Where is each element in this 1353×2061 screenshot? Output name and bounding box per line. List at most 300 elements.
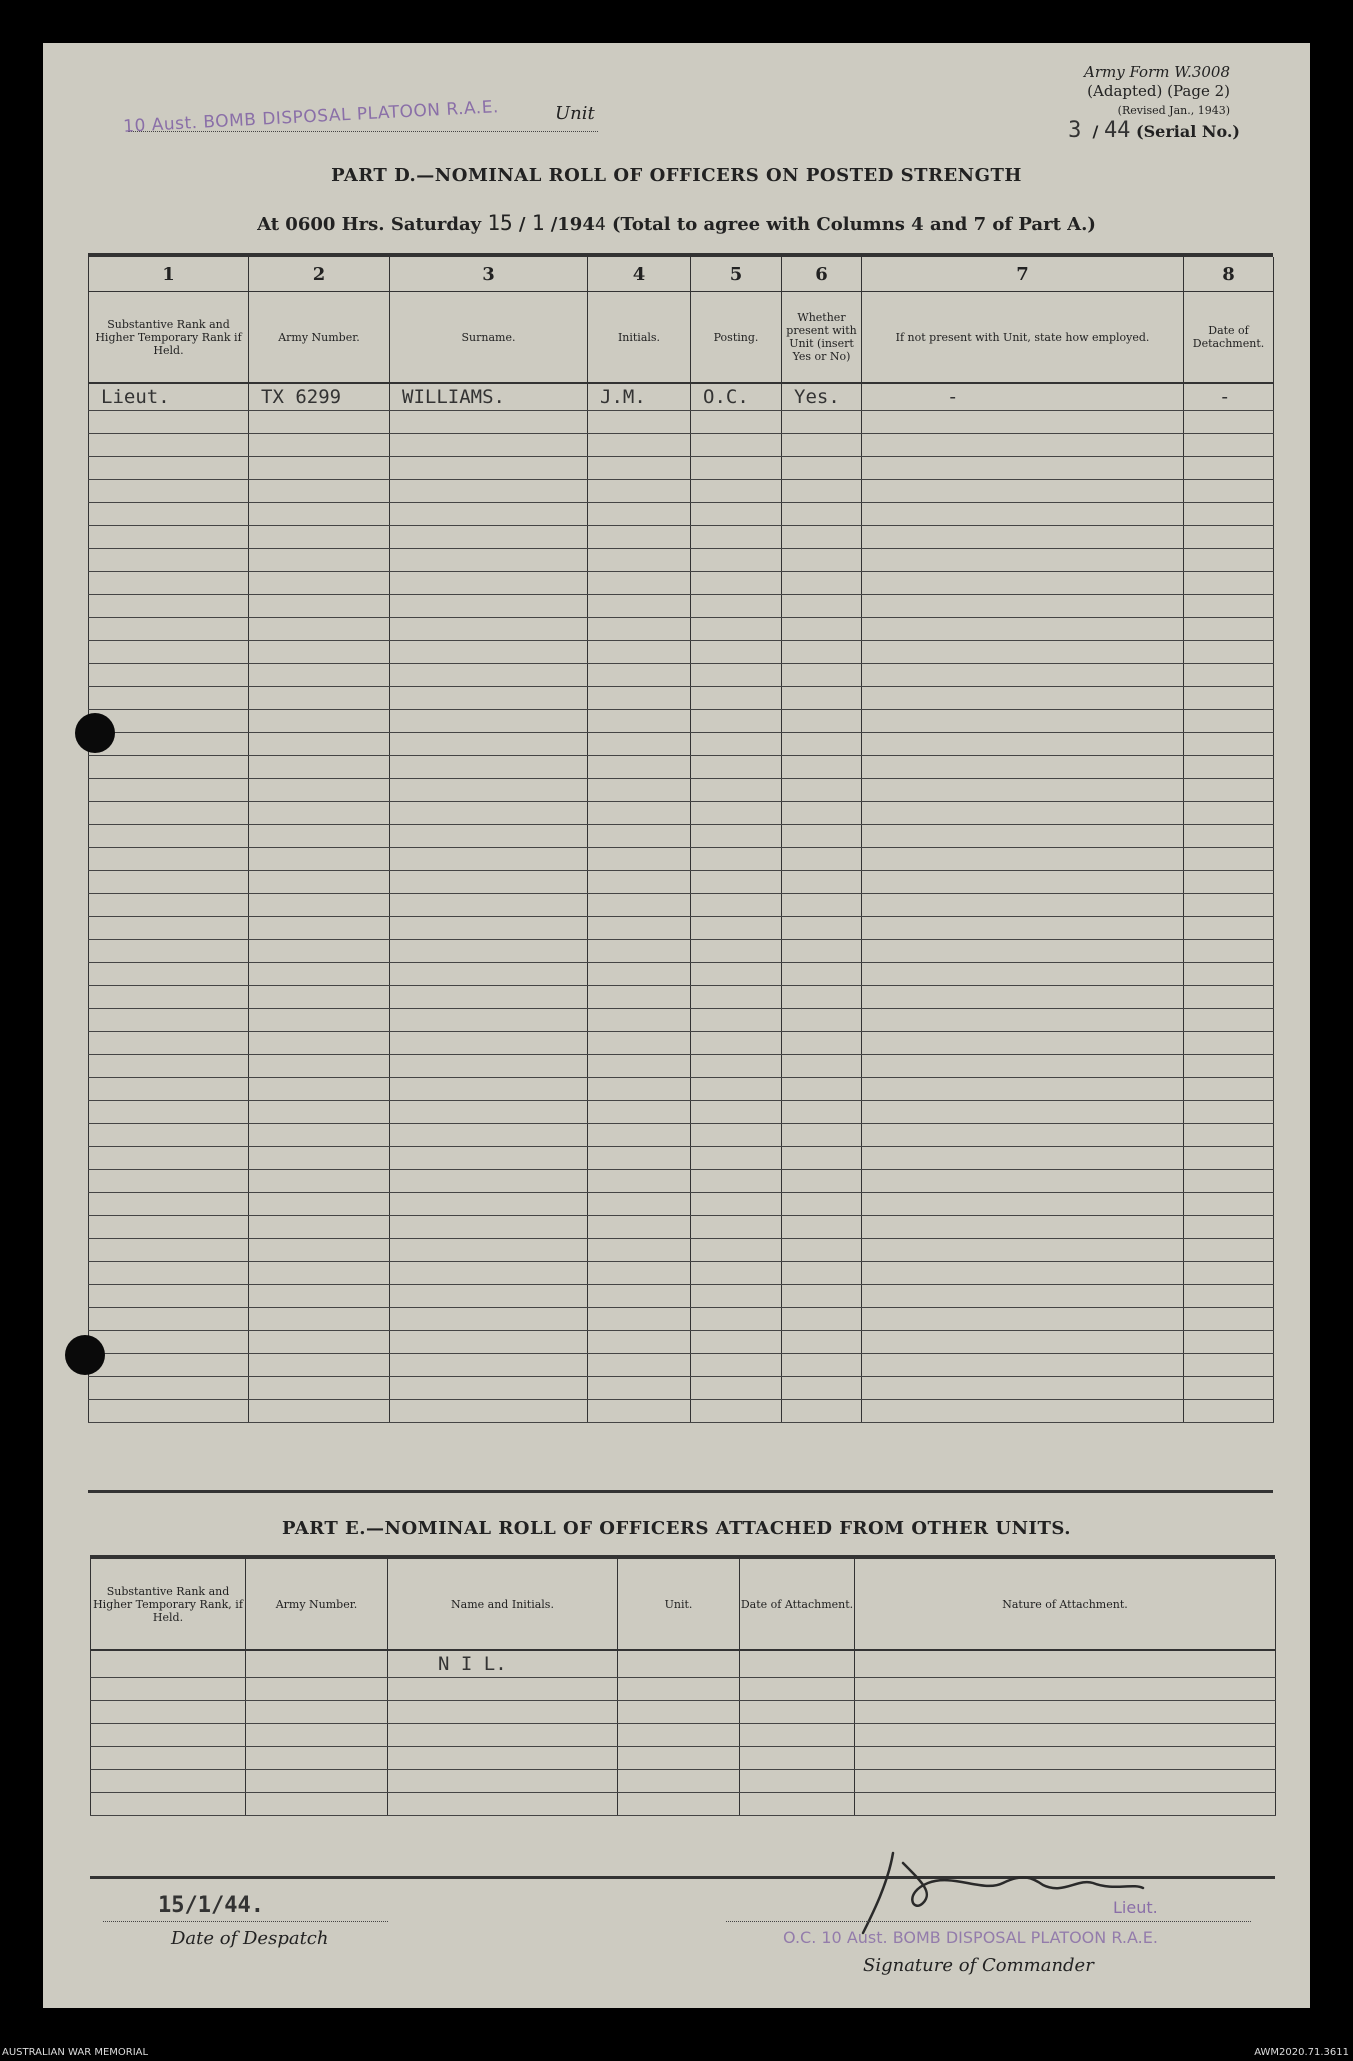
footer-right: AWM2020.71.3611 — [1254, 2047, 1349, 2058]
blank-row — [89, 1101, 1274, 1124]
header-employed: If not present with Unit, state how employed. — [862, 292, 1184, 384]
blank-cell — [249, 434, 390, 457]
blank-cell — [691, 1400, 782, 1423]
blank-cell — [249, 756, 390, 779]
blank-cell — [588, 664, 691, 687]
blank-cell — [782, 1331, 862, 1354]
blank-cell — [1184, 756, 1274, 779]
blank-cell — [691, 1262, 782, 1285]
blank-cell — [249, 963, 390, 986]
blank-row — [89, 480, 1274, 503]
form-identifier — [1084, 63, 1230, 120]
blank-cell — [862, 1262, 1184, 1285]
blank-cell — [91, 1678, 246, 1701]
blank-row — [89, 641, 1274, 664]
col-number: 8 — [1184, 257, 1274, 292]
blank-cell — [588, 1216, 691, 1239]
blank-cell — [862, 1377, 1184, 1400]
blank-cell — [588, 1032, 691, 1055]
header-surname: Surname. — [390, 292, 588, 384]
blank-cell — [89, 434, 249, 457]
blank-cell — [782, 756, 862, 779]
blank-row — [89, 503, 1274, 526]
blank-cell — [390, 710, 588, 733]
blank-cell — [388, 1770, 618, 1793]
header-name-initials: Name and Initials. — [388, 1559, 618, 1650]
blank-row — [89, 848, 1274, 871]
cell-initials: J.M. — [588, 383, 691, 411]
blank-cell — [782, 986, 862, 1009]
blank-cell — [1184, 618, 1274, 641]
blank-row — [89, 825, 1274, 848]
blank-cell — [390, 1170, 588, 1193]
blank-cell — [1184, 411, 1274, 434]
blank-cell — [1184, 1101, 1274, 1124]
blank-cell — [390, 411, 588, 434]
blank-cell — [1184, 1400, 1274, 1423]
blank-cell — [782, 1078, 862, 1101]
blank-row — [89, 1216, 1274, 1239]
blank-cell — [588, 1055, 691, 1078]
blank-cell — [782, 503, 862, 526]
blank-cell — [862, 871, 1184, 894]
blank-cell — [249, 618, 390, 641]
blank-row — [89, 1032, 1274, 1055]
blank-cell — [862, 1331, 1184, 1354]
blank-cell — [618, 1747, 740, 1770]
blank-row — [89, 894, 1274, 917]
blank-cell — [588, 411, 691, 434]
blank-cell — [249, 480, 390, 503]
blank-cell — [862, 733, 1184, 756]
at-prefix: At 0600 Hrs. Saturday — [257, 214, 482, 235]
blank-cell — [89, 1331, 249, 1354]
blank-row — [89, 756, 1274, 779]
blank-cell — [588, 1331, 691, 1354]
blank-cell — [691, 1147, 782, 1170]
cell-unit — [618, 1650, 740, 1678]
blank-cell — [782, 710, 862, 733]
blank-cell — [862, 664, 1184, 687]
blank-cell — [390, 1124, 588, 1147]
blank-cell — [89, 1308, 249, 1331]
blank-cell — [89, 940, 249, 963]
blank-row — [89, 595, 1274, 618]
blank-cell — [390, 802, 588, 825]
blank-cell — [862, 1078, 1184, 1101]
blank-cell — [390, 963, 588, 986]
blank-cell — [782, 1285, 862, 1308]
blank-cell — [1184, 1009, 1274, 1032]
header-initials: Initials. — [588, 292, 691, 384]
blank-cell — [782, 1354, 862, 1377]
blank-cell — [691, 1009, 782, 1032]
blank-cell — [89, 825, 249, 848]
blank-cell — [1184, 549, 1274, 572]
signature-rank: Lieut. — [1113, 1898, 1158, 1917]
blank-cell — [691, 503, 782, 526]
blank-cell — [1184, 825, 1274, 848]
blank-cell — [782, 1308, 862, 1331]
cell-date — [740, 1650, 855, 1678]
blank-cell — [89, 572, 249, 595]
blank-cell — [390, 595, 588, 618]
blank-cell — [89, 687, 249, 710]
despatch-line — [103, 1921, 388, 1922]
blank-cell — [249, 595, 390, 618]
col-number: 6 — [782, 257, 862, 292]
blank-cell — [390, 1331, 588, 1354]
blank-cell — [89, 1055, 249, 1078]
blank-cell — [249, 457, 390, 480]
blank-cell — [782, 963, 862, 986]
blank-cell — [249, 549, 390, 572]
blank-cell — [91, 1747, 246, 1770]
blank-cell — [1184, 917, 1274, 940]
part-d-bottom-rule — [88, 1490, 1273, 1493]
unit-stamp: 10 Aust. BOMB DISPOSAL PLATOON R.A.E. — [122, 97, 500, 137]
blank-cell — [740, 1793, 855, 1816]
blank-cell — [691, 1354, 782, 1377]
blank-cell — [89, 963, 249, 986]
header-detachment: Date of Detachment. — [1184, 292, 1274, 384]
blank-cell — [249, 1170, 390, 1193]
blank-cell — [89, 1009, 249, 1032]
blank-cell — [588, 595, 691, 618]
blank-cell — [740, 1701, 855, 1724]
blank-cell — [89, 457, 249, 480]
blank-row — [89, 963, 1274, 986]
blank-cell — [89, 1078, 249, 1101]
punch-hole — [75, 713, 115, 753]
blank-cell — [390, 1009, 588, 1032]
blank-cell — [1184, 503, 1274, 526]
blank-cell — [390, 986, 588, 1009]
blank-cell — [89, 1262, 249, 1285]
blank-cell — [588, 526, 691, 549]
punch-hole — [65, 1335, 105, 1375]
blank-cell — [390, 1239, 588, 1262]
blank-cell — [691, 1101, 782, 1124]
blank-cell — [1184, 664, 1274, 687]
blank-row — [91, 1678, 1276, 1701]
blank-cell — [249, 526, 390, 549]
blank-cell — [862, 411, 1184, 434]
blank-cell — [1184, 1377, 1274, 1400]
blank-cell — [89, 1285, 249, 1308]
blank-cell — [249, 1400, 390, 1423]
header-unit: Unit. — [618, 1559, 740, 1650]
blank-cell — [89, 1032, 249, 1055]
blank-cell — [249, 986, 390, 1009]
part-e-title: PART E.—NOMINAL ROLL OF OFFICERS ATTACHED FROM OTHER UNITS. — [282, 1518, 1071, 1539]
blank-cell — [782, 825, 862, 848]
blank-cell — [782, 1147, 862, 1170]
blank-cell — [390, 894, 588, 917]
blank-row — [89, 1239, 1274, 1262]
blank-cell — [782, 940, 862, 963]
blank-cell — [390, 1032, 588, 1055]
blank-cell — [249, 1124, 390, 1147]
serial-num: 3 — [1068, 118, 1082, 143]
blank-cell — [862, 1009, 1184, 1032]
blank-cell — [862, 618, 1184, 641]
month-value: 1 — [531, 211, 545, 235]
blank-cell — [782, 779, 862, 802]
blank-cell — [1184, 1239, 1274, 1262]
blank-cell — [249, 1308, 390, 1331]
blank-cell — [89, 779, 249, 802]
blank-cell — [588, 480, 691, 503]
blank-cell — [862, 1308, 1184, 1331]
blank-cell — [249, 664, 390, 687]
blank-cell — [691, 687, 782, 710]
blank-row — [91, 1747, 1276, 1770]
blank-cell — [588, 986, 691, 1009]
blank-cell — [249, 1354, 390, 1377]
blank-row — [89, 1354, 1274, 1377]
blank-cell — [691, 1308, 782, 1331]
blank-cell — [862, 917, 1184, 940]
blank-cell — [862, 1055, 1184, 1078]
blank-cell — [588, 457, 691, 480]
blank-cell — [862, 756, 1184, 779]
column-header-row — [89, 292, 1274, 384]
blank-cell — [862, 526, 1184, 549]
blank-cell — [89, 894, 249, 917]
blank-cell — [1184, 572, 1274, 595]
blank-cell — [1184, 1147, 1274, 1170]
blank-cell — [588, 848, 691, 871]
despatch-label: Date of Despatch — [171, 1928, 329, 1949]
blank-cell — [89, 618, 249, 641]
blank-cell — [862, 963, 1184, 986]
blank-cell — [249, 940, 390, 963]
blank-cell — [862, 1216, 1184, 1239]
blank-cell — [390, 756, 588, 779]
blank-cell — [782, 549, 862, 572]
blank-cell — [1184, 1032, 1274, 1055]
blank-cell — [691, 756, 782, 779]
blank-cell — [246, 1724, 388, 1747]
blank-cell — [588, 1147, 691, 1170]
signature-stamp: O.C. 10 Aust. BOMB DISPOSAL PLATOON R.A.E. — [783, 1928, 1158, 1947]
blank-cell — [249, 871, 390, 894]
blank-cell — [782, 572, 862, 595]
blank-cell — [390, 733, 588, 756]
part-d-table — [88, 257, 1274, 1423]
header-date-attachment: Date of Attachment. — [740, 1559, 855, 1650]
day-value: 15 — [487, 211, 513, 235]
part-d-title: PART D.—NOMINAL ROLL OF OFFICERS ON POSTED STRENGTH — [331, 165, 1022, 186]
cell-present: Yes. — [782, 383, 862, 411]
blank-cell — [89, 1101, 249, 1124]
blank-cell — [862, 1147, 1184, 1170]
blank-cell — [1184, 457, 1274, 480]
blank-row — [89, 779, 1274, 802]
blank-cell — [691, 457, 782, 480]
blank-cell — [249, 641, 390, 664]
blank-cell — [588, 1009, 691, 1032]
blank-cell — [91, 1770, 246, 1793]
blank-cell — [89, 917, 249, 940]
blank-cell — [390, 940, 588, 963]
blank-row — [89, 1124, 1274, 1147]
blank-cell — [588, 1285, 691, 1308]
blank-cell — [249, 1216, 390, 1239]
blank-cell — [89, 641, 249, 664]
blank-cell — [588, 917, 691, 940]
blank-cell — [862, 848, 1184, 871]
blank-cell — [390, 1262, 588, 1285]
blank-cell — [588, 940, 691, 963]
blank-cell — [862, 480, 1184, 503]
blank-row — [89, 1331, 1274, 1354]
blank-cell — [249, 411, 390, 434]
blank-cell — [691, 1170, 782, 1193]
blank-cell — [691, 1032, 782, 1055]
blank-cell — [249, 779, 390, 802]
blank-cell — [390, 1193, 588, 1216]
blank-cell — [691, 1216, 782, 1239]
blank-cell — [91, 1701, 246, 1724]
part-e-table — [90, 1559, 1276, 1816]
blank-cell — [249, 1331, 390, 1354]
blank-cell — [390, 457, 588, 480]
blank-cell — [782, 664, 862, 687]
blank-cell — [782, 641, 862, 664]
blank-cell — [249, 687, 390, 710]
blank-cell — [588, 894, 691, 917]
blank-cell — [588, 618, 691, 641]
blank-row — [89, 457, 1274, 480]
part-e-header-row — [91, 1559, 1276, 1650]
blank-cell — [388, 1793, 618, 1816]
blank-cell — [691, 825, 782, 848]
col-number: 2 — [249, 257, 390, 292]
blank-cell — [588, 641, 691, 664]
blank-cell — [691, 963, 782, 986]
blank-cell — [862, 1400, 1184, 1423]
blank-cell — [89, 664, 249, 687]
blank-cell — [588, 1101, 691, 1124]
blank-row — [91, 1701, 1276, 1724]
blank-cell — [246, 1678, 388, 1701]
blank-cell — [862, 894, 1184, 917]
blank-cell — [862, 825, 1184, 848]
blank-cell — [89, 756, 249, 779]
blank-row — [91, 1770, 1276, 1793]
blank-row — [91, 1724, 1276, 1747]
blank-cell — [1184, 871, 1274, 894]
blank-row — [89, 917, 1274, 940]
blank-row — [89, 710, 1274, 733]
blank-cell — [782, 917, 862, 940]
header-posting: Posting. — [691, 292, 782, 384]
blank-cell — [89, 848, 249, 871]
blank-cell — [862, 434, 1184, 457]
cell-posting: O.C. — [691, 383, 782, 411]
blank-cell — [588, 1239, 691, 1262]
blank-cell — [862, 503, 1184, 526]
blank-cell — [862, 641, 1184, 664]
blank-cell — [862, 1354, 1184, 1377]
header-present: Whether present with Unit (insert Yes or No) — [782, 292, 862, 384]
blank-cell — [1184, 480, 1274, 503]
blank-cell — [89, 1354, 249, 1377]
cell-rank: Lieut. — [89, 383, 249, 411]
at-suffix: (Total to agree with Columns 4 and 7 of Part A.) — [611, 214, 1096, 235]
header-rank: Substantive Rank and Higher Temporary Rank, if Held. — [91, 1559, 246, 1650]
blank-cell — [89, 1147, 249, 1170]
cell-surname: WILLIAMS. — [390, 383, 588, 411]
blank-cell — [388, 1678, 618, 1701]
blank-cell — [691, 434, 782, 457]
blank-cell — [390, 664, 588, 687]
footer-left: AUSTRALIAN WAR MEMORIAL — [2, 2047, 149, 2058]
blank-cell — [390, 687, 588, 710]
cell-employed: - — [862, 383, 1184, 411]
serial-label: (Serial No.) — [1136, 122, 1240, 141]
blank-row — [89, 526, 1274, 549]
blank-cell — [1184, 894, 1274, 917]
blank-cell — [390, 526, 588, 549]
unit-label: Unit — [555, 103, 595, 124]
blank-cell — [855, 1724, 1276, 1747]
blank-cell — [388, 1724, 618, 1747]
blank-cell — [249, 1032, 390, 1055]
blank-cell — [691, 779, 782, 802]
blank-cell — [782, 894, 862, 917]
blank-cell — [618, 1724, 740, 1747]
blank-cell — [691, 641, 782, 664]
blank-cell — [249, 503, 390, 526]
blank-cell — [782, 1193, 862, 1216]
blank-cell — [1184, 1308, 1274, 1331]
signature-image — [833, 1823, 1173, 1943]
blank-cell — [691, 1331, 782, 1354]
blank-cell — [862, 1285, 1184, 1308]
blank-cell — [862, 986, 1184, 1009]
blank-cell — [1184, 1285, 1274, 1308]
blank-row — [89, 733, 1274, 756]
form-name: Army Form W.3008 — [1084, 63, 1230, 81]
blank-cell — [249, 733, 390, 756]
blank-cell — [588, 572, 691, 595]
blank-cell — [89, 480, 249, 503]
blank-cell — [246, 1793, 388, 1816]
blank-cell — [249, 825, 390, 848]
blank-cell — [691, 549, 782, 572]
blank-cell — [691, 572, 782, 595]
blank-cell — [1184, 1078, 1274, 1101]
blank-cell — [588, 1262, 691, 1285]
blank-cell — [588, 434, 691, 457]
blank-cell — [1184, 963, 1274, 986]
blank-cell — [782, 411, 862, 434]
blank-cell — [862, 1193, 1184, 1216]
blank-cell — [691, 802, 782, 825]
col-number: 7 — [862, 257, 1184, 292]
blank-cell — [691, 848, 782, 871]
blank-cell — [782, 1170, 862, 1193]
blank-cell — [390, 917, 588, 940]
blank-cell — [588, 503, 691, 526]
blank-cell — [249, 1193, 390, 1216]
blank-cell — [1184, 710, 1274, 733]
blank-cell — [691, 917, 782, 940]
blank-cell — [1184, 1193, 1274, 1216]
